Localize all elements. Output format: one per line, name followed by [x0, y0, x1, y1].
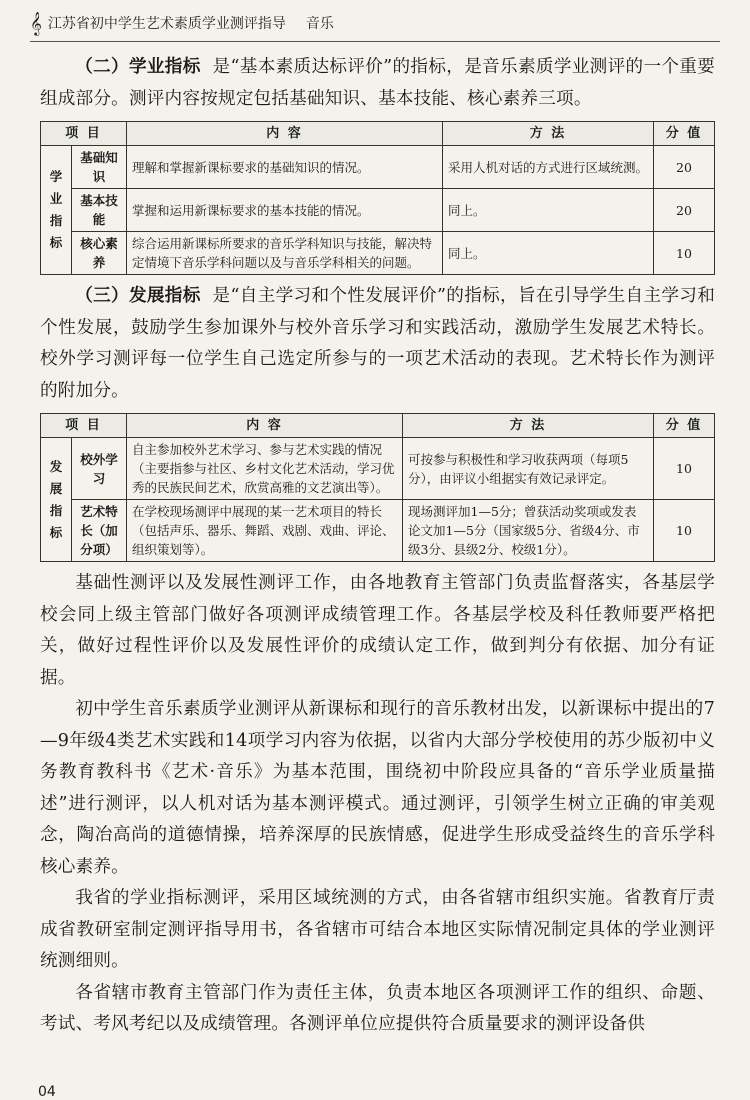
- body-paragraph: 我省的学业指标测评，采用区域统测的方式，由各省辖市组织实施。省教育厅责成省教研室制定测评指导用书，各省辖市可结合本地区实际情况制定具体的学业测评统测细则。: [40, 888, 715, 971]
- row-score: 10: [654, 500, 715, 562]
- table-row: [41, 189, 715, 232]
- category-cell: 学业指标: [41, 146, 72, 275]
- academic-indicator-table: [40, 121, 715, 275]
- table-header-row: [41, 122, 715, 146]
- row-score: 20: [654, 146, 715, 189]
- col-header-content: 内 容: [127, 414, 403, 438]
- page-number: 04: [38, 1084, 56, 1100]
- table-row: [41, 232, 715, 275]
- category-cell: 发展指标: [41, 438, 72, 562]
- row-item: 基本技能: [72, 189, 127, 232]
- row-item: 艺术特长（加分项）: [72, 500, 127, 562]
- row-score: 20: [654, 189, 715, 232]
- row-content: 掌握和运用新课标要求的基本技能的情况。: [127, 189, 443, 232]
- header-subject: 音乐: [305, 16, 334, 32]
- col-header-score: 分 值: [654, 122, 715, 146]
- running-header: [30, 8, 720, 38]
- col-header-item: 项 目: [41, 414, 127, 438]
- body-paragraph: 各省辖市教育主管部门作为责任主体，负责本地区各项测评工作的组织、命题、考试、考风考纪以及成绩管理。各测评单位应提供符合质量要求的测评设备供: [40, 982, 715, 1034]
- row-content: 综合运用新课标所要求的音乐学科知识与技能，解决特定情境下音乐学科问题以及与音乐学科相关的问题。: [127, 232, 443, 275]
- row-score: 10: [654, 438, 715, 500]
- col-header-method: 方 法: [443, 122, 654, 146]
- section2-heading: （二）学业指标: [75, 57, 201, 77]
- row-content: 自主参加校外艺术学习、参与艺术实践的情况（主要指参与社区、乡村文化艺术活动，学习优秀的民族民间艺术，欣赏高雅的文艺演出等）。: [127, 438, 403, 500]
- row-item: 校外学习: [72, 438, 127, 500]
- col-header-item: 项 目: [41, 122, 127, 146]
- development-indicator-table: [40, 413, 715, 562]
- col-header-score: 分 值: [654, 414, 715, 438]
- row-method: 采用人机对话的方式进行区域统测。: [443, 146, 654, 189]
- row-method: 同上。: [443, 189, 654, 232]
- section3-heading: （三）发展指标: [75, 286, 201, 306]
- row-item: 基础知识: [72, 146, 127, 189]
- row-item: 核心素养: [72, 232, 127, 275]
- row-method: 可按参与积极性和学习收获两项（每项5分），由评议小组据实有效记录评定。: [403, 438, 654, 500]
- table-row: [41, 438, 715, 500]
- table-row: [41, 146, 715, 189]
- section2-text: 是“基本素质达标评价”的指标，是音乐素质学业测评的一个重要组成部分。测评内容按规定包括基础知识、基本技能、核心素养三项。: [40, 57, 716, 109]
- section3-paragraph: [40, 281, 715, 407]
- treble-clef-icon: 𝄞: [30, 11, 42, 35]
- header-title: 江苏省初中学生艺术素质学业测评指导: [47, 16, 286, 32]
- col-header-method: 方 法: [403, 414, 654, 438]
- row-method: 现场测评加1—5分；曾获活动奖项或发表论文加1—5分（国家级5分、省级4分、市级3分、县级2分、校级1分）。: [403, 500, 654, 562]
- row-method: 同上。: [443, 232, 654, 275]
- body-paragraph: 初中学生音乐素质学业测评从新课标和现行的音乐教材出发，以新课标中提出的7—9年级4类艺术实践和14项学习内容为依据，以省内大部分学校使用的苏少版初中义务教育教科书《艺术·音乐》为基本范围，围绕初中阶段应具备的“音乐学业质量描述”进行测评，以人机对话为基本测评模式。通过测评，引领学生树立正确的审美观念，陶冶高尚的道德情操，培养深厚的民族情感，促进学生形成受益终生的音乐学科核心素养。: [40, 699, 715, 877]
- row-content: 在学校现场测评中展现的某一艺术项目的特长（包括声乐、器乐、舞蹈、戏剧、戏曲、评论、组织策划等）。: [127, 500, 403, 562]
- body-paragraph: 基础性测评以及发展性测评工作，由各地教育主管部门负责监督落实，各基层学校会同上级主管部门做好各项测评成绩管理工作。各基层学校及科任教师要严格把关，做好过程性评价以及发展性评价的成绩认定工作，做到判分有依据、加分有证据。: [40, 573, 715, 688]
- section2-paragraph: [40, 52, 715, 115]
- table-header-row: [41, 414, 715, 438]
- col-header-content: 内 容: [127, 122, 443, 146]
- section3-text: 是“自主学习和个性发展评价”的指标，旨在引导学生自主学习和个性发展，鼓励学生参加课外与校外音乐学习和实践活动，激励学生发展艺术特长。校外学习测评每一位学生自己选定所参与的一项艺术活动的表现。艺术特长作为测评的附加分。: [40, 286, 716, 401]
- row-content: 理解和掌握新课标要求的基础知识的情况。: [127, 146, 443, 189]
- page-body: [40, 52, 715, 1041]
- row-score: 10: [654, 232, 715, 275]
- header-rule: [30, 41, 720, 42]
- table-row: [41, 500, 715, 562]
